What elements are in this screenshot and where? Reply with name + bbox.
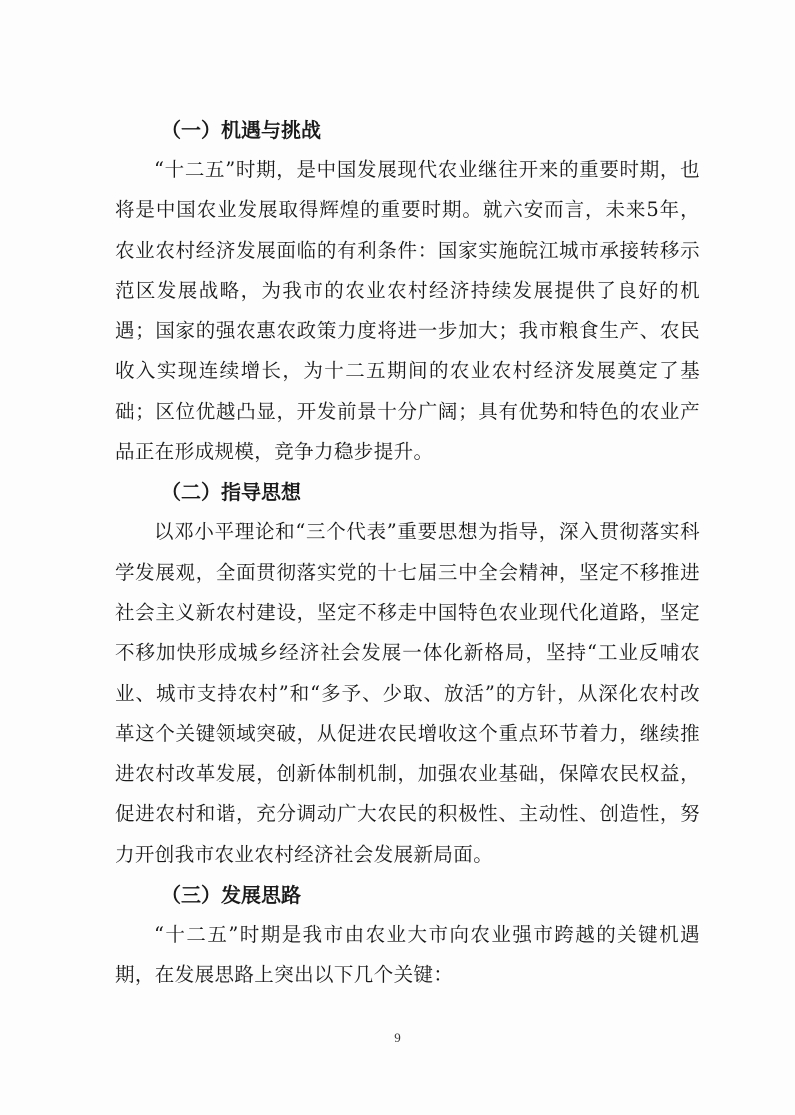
page-number: 9 <box>394 1030 401 1045</box>
paragraph-guiding-ideology: 以邓小平理论和“三个代表”重要思想为指导，深入贯彻落实科学发展观，全面贯彻落实党的十七届三中全会精神，坚定不移推进社会主义新农村建设，坚定不移走中国特色农业现代化道路，坚定不移加快形成城乡经济社会发展一体化新格局，坚持“工业反哺农业、城市支持农村”和“多予、少取、放活”的方针，从深化农村改革这个关键领域突破，从促进农民增收这个重点环节着力，继续推进农村改革发展，创新体制机制，加强农业基础，保障农民权益，促进农村和谐，充分调动广大农民的积极性、主动性、创造性，努力开创我市农业农村经济社会发展新局面。 <box>115 520 700 866</box>
section-heading-opportunities: （一）机遇与挑战 <box>161 118 321 142</box>
document-body <box>115 110 700 996</box>
section-heading-development-approach: （三）发展思路 <box>161 883 301 908</box>
paragraph-development-approach: “十二五”时期是我市由农业大市向农业强市跨越的关键机遇期，在发展思路上突出以下几个关键： <box>115 923 700 987</box>
paragraph-opportunities: “十二五”时期，是中国发展现代农业继往开来的重要时期，也将是中国农业发展取得辉煌的重要时期。就六安而言，未来5年，农业农村经济发展面临的有利条件：国家实施皖江城市承接转移示范区发展战略，为我市的农业农村经济持续发展提供了良好的机遇；国家的强农惠农政策力度将进一步加大；我市粮食生产、农民收入实现连续增长，为十二五期间的农业农村经济发展奠定了基础；区位优越凸显，开发前景十分广阔；具有优势和特色的农业产品正在形成规模，竞争力稳步提升。 <box>115 158 700 464</box>
section-heading-guiding-ideology: （二）指导思想 <box>161 480 301 505</box>
